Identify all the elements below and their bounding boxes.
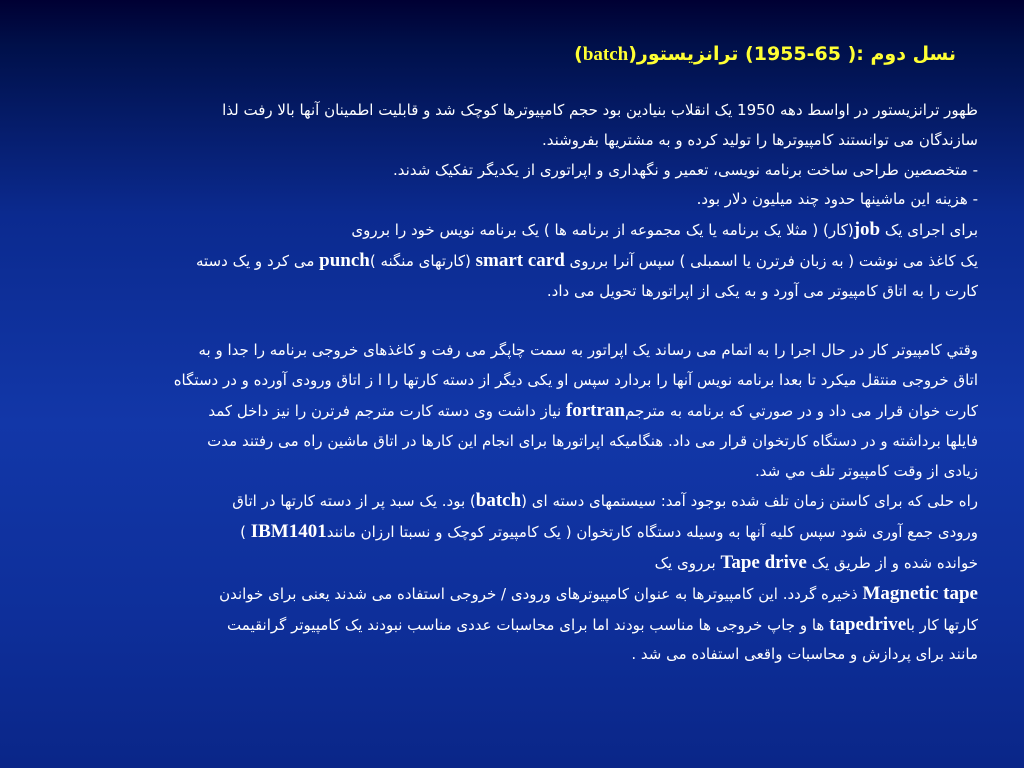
- body-line: مانند برای پردازش و محاسبات واقعی استفاده می شد .: [631, 645, 978, 664]
- body-line: راه حلی که برای کاستن زمان تلف شده بوجود آمد: سیستمهای دسته ای (batch) بود. یک سبد پر از دسته کارتها در اتاق: [232, 490, 978, 512]
- body-line: سازندگان می توانستند کامپیوترها را تولید کرده و به مشتریها بفروشند.: [541, 130, 978, 149]
- latin-term: punch: [319, 249, 370, 271]
- latin-term: Tape drive: [720, 551, 807, 573]
- body-line: خوانده شده و از طریق یک Tape drive برروی یک: [654, 551, 978, 573]
- body-line: Magnetic tape ذخیره گردد. این کامپیوترها به عنوان کامپیوترهای ورودی / خروجی استفاده می شدند یعنی برای خواندن: [219, 582, 978, 604]
- latin-term: batch: [582, 44, 629, 65]
- latin-term: fortran: [565, 399, 625, 421]
- latin-term: Magnetic tape: [862, 582, 978, 604]
- latin-term: smart card: [475, 249, 565, 271]
- body-line: کارتها کار باtapedrive ها و جاپ خروجی ها مناسب بودند اما برای محاسبات عددی مناسب نبودند یک کامپیوتر گرانقیمت: [227, 613, 978, 635]
- body-line: ورودی جمع آوری شود سپس کلیه آنها به وسیله دستگاه کارتخوان ( یک کامپیوتر کوچک و نسبتا ارزان مانندIBM1401 ): [240, 521, 978, 543]
- body-line: کارت خوان قرار می داد و در صورتي که برنامه به مترجمfortran نیاز داشت وی دسته کارت مترجم فرترن را نیز داخل کمد: [208, 399, 978, 421]
- body-line: زیادی از وقت کامپیوتر تلف مي شد.: [755, 461, 978, 480]
- body-line: - هزینه این ماشینها حدود چند میلیون دلار بود.: [696, 190, 978, 209]
- body-line: یک کاغذ می نوشت ( به زبان فرترن یا اسمبلی ) سپس آنرا برروی smart card (کارتهای منگنه )punch می کرد و یک دسته: [195, 249, 978, 271]
- slide-body: [30, 96, 978, 670]
- body-line: - متخصصین طراحی ساخت برنامه نویسی، تعمیر و نگهداری و اپراتوری از یکدیگر تفکیک شدند.: [393, 160, 978, 179]
- body-line: اتاق خروجی منتقل میکرد تا بعدا برنامه نویس آنها را بردارد سپس او یکی دیگر از دسته کارتها را ا ز اتاق ورودی آورده و در دستگاه: [173, 371, 978, 390]
- body-line: فایلها برداشته و در دستگاه کارتخوان قرار می داد. هنگامیکه اپراتورها برای انجام این کارها در اتاق ماشین راه می رفتند مدت: [207, 431, 978, 450]
- latin-term: job: [853, 219, 881, 241]
- latin-term: tapedrive: [829, 613, 907, 635]
- body-line: ظهور ترانزیستور در اواسط دهه 1950 یک انقلاب بنیادین بود حجم کامپیوترها کوچک شد و قابلیت اطمینان آنها بالا رفت لذا: [222, 101, 978, 119]
- body-line: برای اجرای یک job(کار) ( مثلا یک برنامه یا یک مجموعه از برنامه ها ) یک برنامه نویس خود را برروی: [351, 219, 978, 241]
- latin-term: batch: [475, 490, 522, 512]
- body-line: کارت را به اتاق کامپیوتر می آورد و به یکی از اپراتورها تحویل می داد.: [546, 281, 978, 300]
- body-line: وقتي کامپیوتر کار در حال اجرا را به اتمام می رساند یک اپراتور به سمت چاپگر می رفت و کاغذهای خروجی برنامه را جدا و به: [198, 341, 978, 360]
- slide-title: نسل دوم :( 65-1955) ترانزیستور(batch): [574, 43, 956, 65]
- latin-term: IBM1401: [250, 521, 327, 543]
- blank-line: [30, 307, 978, 337]
